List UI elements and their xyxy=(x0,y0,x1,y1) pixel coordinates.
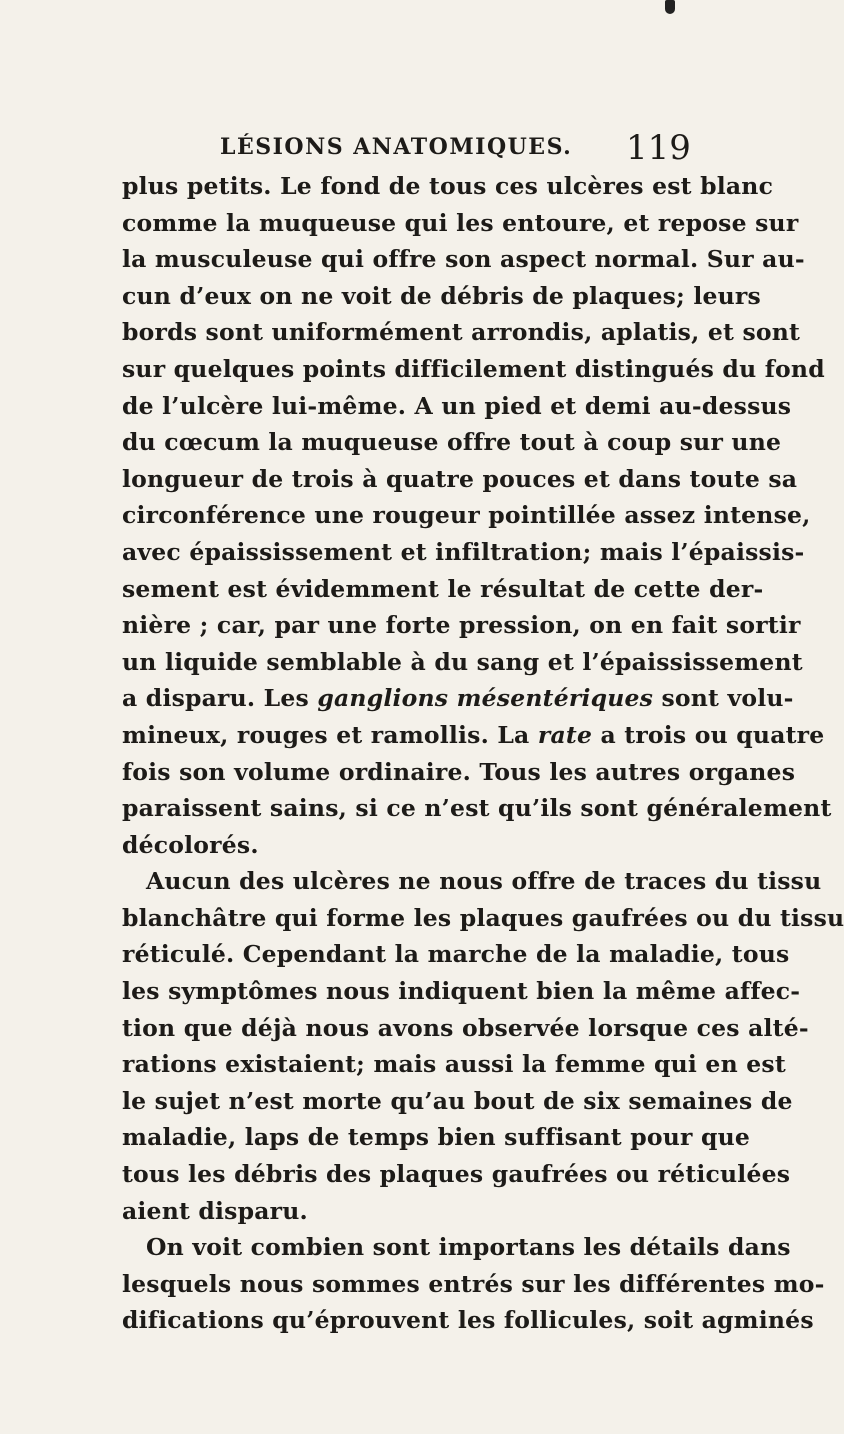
text-line: bords sont uniformément arrondis, aplatis, et sont xyxy=(122,318,801,347)
text-line: comme la muqueuse qui les entoure, et repose sur xyxy=(122,208,799,237)
ink-mark xyxy=(665,0,675,14)
text-line: sur quelques points difficilement distingués du fond xyxy=(122,354,825,383)
text-line: cun d’eux on ne voit de débris de plaques; leurs xyxy=(122,281,761,310)
text-line: tous les débris des plaques gaufrées ou réticulées xyxy=(122,1160,791,1189)
body-text xyxy=(122,168,844,1339)
text-line: paraissent sains, si ce n’est qu’ils sont généralement xyxy=(122,794,832,823)
running-head: LÉSIONS ANATOMIQUES. xyxy=(220,134,573,160)
text-line: le sujet n’est morte qu’au bout de six semaines de xyxy=(122,1086,793,1115)
text-line: blanchâtre qui forme les plaques gaufrées ou du tissu xyxy=(122,903,844,932)
text-line: réticulé. Cependant la marche de la maladie, tous xyxy=(122,940,790,969)
text-line: un liquide semblable à du sang et l’épaississement xyxy=(122,647,803,676)
text-segment: mineux, rouges et ramollis. La xyxy=(122,720,538,749)
text-segment: a trois ou quatre xyxy=(592,720,825,749)
text-line: plus petits. Le fond de tous ces ulcères est blanc xyxy=(122,172,774,200)
page-header xyxy=(0,128,800,172)
text-line: On voit combien sont importans les détails dans xyxy=(146,1233,791,1262)
italic-term: ganglions mésentériques xyxy=(317,684,654,713)
text-line: rations existaient; mais aussi la femme qui en est xyxy=(122,1050,786,1079)
text-segment: sont volu- xyxy=(653,684,794,713)
text-line: circonférence une rougeur pointillée assez intense, xyxy=(122,501,811,530)
text-segment: a disparu. Les xyxy=(122,684,318,713)
text-line: lesquels nous sommes entrés sur les différentes mo- xyxy=(122,1269,825,1298)
text-line: de l’ulcère lui-même. A un pied et demi au-dessus xyxy=(122,391,792,420)
text-line: avec épaississement et infiltration; mais l’épaissis- xyxy=(122,537,805,566)
italic-term: rate xyxy=(537,720,593,749)
text-line: les symptômes nous indiquent bien la même affec- xyxy=(122,977,801,1006)
text-line xyxy=(122,680,794,717)
text-line: maladie, laps de temps bien suffisant pour que xyxy=(122,1123,751,1152)
text-line: longueur de trois à quatre pouces et dans toute sa xyxy=(122,464,798,493)
text-line: la musculeuse qui offre son aspect normal. Sur au- xyxy=(122,245,805,274)
text-line: du cœcum la muqueuse offre tout à coup sur une xyxy=(122,428,782,457)
text-line: nière ; car, par une forte pression, on en fait sortir xyxy=(122,611,801,640)
text-line: tion que déjà nous avons observée lorsque ces alté- xyxy=(122,1013,809,1042)
text-line: sement est évidemment le résultat de cette der- xyxy=(122,574,764,603)
text-line: Aucun des ulcères ne nous offre de traces du tissu xyxy=(146,867,822,896)
text-line: difications qu’éprouvent les follicules, soit agminés xyxy=(122,1306,814,1335)
text-line: décolorés. xyxy=(122,830,259,859)
page-number: 119 xyxy=(626,128,691,168)
text-line: aient disparu. xyxy=(122,1196,308,1225)
text-line xyxy=(122,717,825,754)
text-line: fois son volume ordinaire. Tous les autres organes xyxy=(122,757,796,786)
